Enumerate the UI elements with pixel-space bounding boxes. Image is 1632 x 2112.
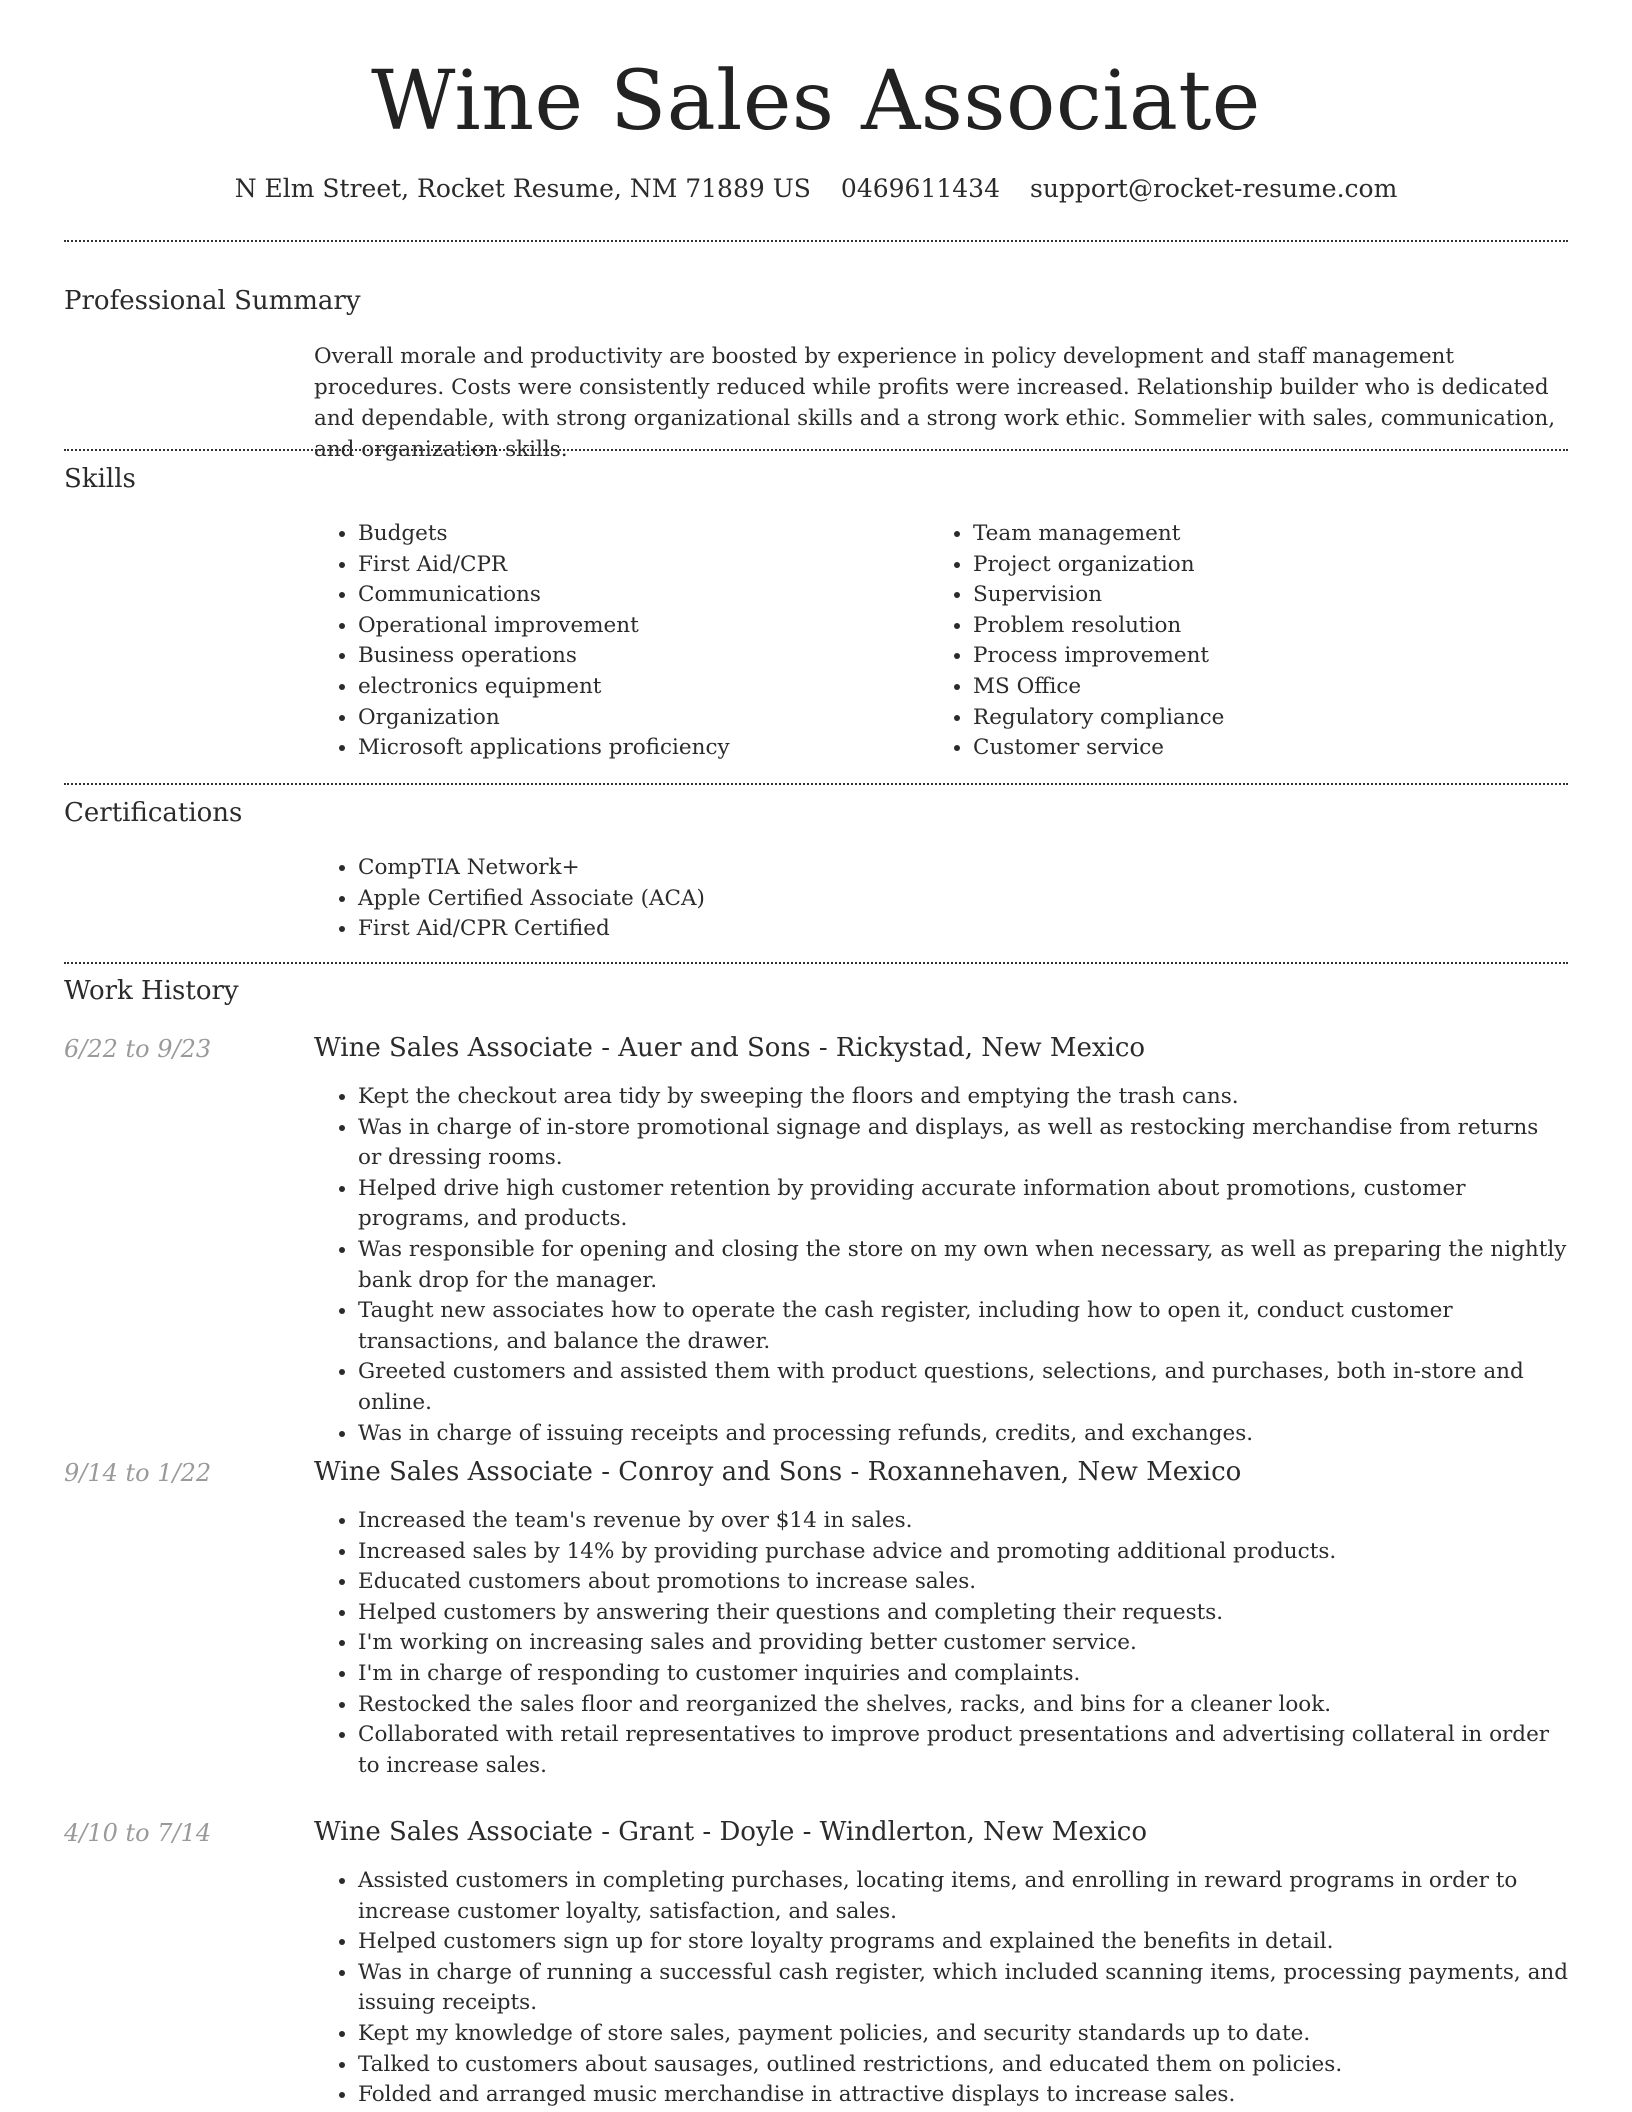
summary-text: Overall morale and productivity are boosted by experience in policy development and staff management procedures. Costs were consistently reduced while profits were increased. Relationship builder who is dedicated and dependable, with strong organizational skills and a strong work ethic. Sommelier with sales, communication, and organization skills. bbox=[314, 344, 1556, 462]
job-dates: 4/10 to 7/14 bbox=[64, 1819, 212, 1847]
address: N Elm Street, Rocket Resume, NM 71889 US bbox=[234, 174, 811, 203]
skill-item: • MS Office bbox=[973, 672, 1529, 703]
skill-item: • Customer service bbox=[973, 733, 1529, 764]
skill-item: • Regulatory compliance bbox=[973, 703, 1529, 734]
job-bullet: • Educated customers about promotions to increase sales. bbox=[358, 1567, 1568, 1598]
job-bullet: • Was responsible for opening and closing the store on my own when necessary, as well as preparing the nightly bank drop for the manager. bbox=[358, 1235, 1568, 1296]
job-bullet: • I'm in charge of responding to customer inquiries and complaints. bbox=[358, 1659, 1568, 1690]
skill-item: • electronics equipment bbox=[358, 672, 914, 703]
skill-item: • Operational improvement bbox=[358, 611, 914, 642]
certification-item: • First Aid/CPR Certified bbox=[358, 914, 914, 945]
skill-item: • Problem resolution bbox=[973, 611, 1529, 642]
phone: 0469611434 bbox=[840, 174, 1000, 203]
job-bullet: • Folded and arranged music merchandise in attractive displays to increase sales. bbox=[358, 2080, 1568, 2111]
skill-item: • Supervision bbox=[973, 580, 1529, 611]
job-bullet: • Assisted customers in completing purchases, locating items, and enrolling in reward programs in order to increase customer loyalty, satisfaction, and sales. bbox=[358, 1866, 1568, 1927]
job-bullet: • Was in charge of issuing receipts and processing refunds, credits, and exchanges. bbox=[358, 1419, 1568, 1450]
job-title: Wine Sales Associate - Grant - Doyle - Windlerton, New Mexico bbox=[314, 1817, 1147, 1847]
skills-list-left bbox=[314, 519, 914, 764]
divider bbox=[64, 240, 1568, 242]
section-title-skills: Skills bbox=[64, 464, 136, 494]
job-bullets bbox=[314, 1506, 1568, 1781]
skill-item: • Organization bbox=[358, 703, 914, 734]
certification-item: • CompTIA Network+ bbox=[358, 853, 914, 884]
section-title-work-history: Work History bbox=[64, 976, 239, 1006]
contact-line bbox=[0, 170, 1632, 208]
resume-name: Wine Sales Associate bbox=[371, 54, 1261, 149]
job-bullet: • Restocked the sales floor and reorganized the shelves, racks, and bins for a cleaner look. bbox=[358, 1690, 1568, 1721]
job-bullet: • Kept my knowledge of store sales, payment policies, and security standards up to date. bbox=[358, 2019, 1568, 2050]
job-bullet: • Taught new associates how to operate the cash register, including how to open it, conduct customer transactions, and balance the drawer. bbox=[358, 1296, 1568, 1357]
job-dates: 6/22 to 9/23 bbox=[64, 1035, 212, 1063]
skills-list-right bbox=[929, 519, 1529, 764]
skill-item: • Budgets bbox=[358, 519, 914, 550]
skill-item: • Team management bbox=[973, 519, 1529, 550]
section-title-certifications: Certifications bbox=[64, 798, 243, 828]
job-bullet: • Increased the team's revenue by over $14 in sales. bbox=[358, 1506, 1568, 1537]
skill-item: • Communications bbox=[358, 580, 914, 611]
job-title: Wine Sales Associate - Auer and Sons - Rickystad, New Mexico bbox=[314, 1033, 1146, 1063]
job-bullet: • I'm working on increasing sales and providing better customer service. bbox=[358, 1628, 1568, 1659]
skill-item: • Microsoft applications proficiency bbox=[358, 733, 914, 764]
job-bullet: • Collaborated with retail representatives to improve product presentations and advertising collateral in order to increase sales. bbox=[358, 1720, 1568, 1781]
skill-item: • Project organization bbox=[973, 550, 1529, 581]
job-bullet: • Helped customers sign up for store loyalty programs and explained the benefits in detail. bbox=[358, 1927, 1568, 1958]
job-bullets bbox=[314, 1866, 1568, 2111]
skill-item: • Business operations bbox=[358, 641, 914, 672]
job-bullet: • Helped drive high customer retention by providing accurate information about promotions, customer programs, and products. bbox=[358, 1174, 1568, 1235]
job-bullet: • Talked to customers about sausages, outlined restrictions, and educated them on policies. bbox=[358, 2050, 1568, 2081]
job-dates: 9/14 to 1/22 bbox=[64, 1459, 212, 1487]
job-bullet: • Increased sales by 14% by providing purchase advice and promoting additional products. bbox=[358, 1537, 1568, 1568]
divider bbox=[64, 962, 1568, 964]
job-bullet: • Kept the checkout area tidy by sweeping the floors and emptying the trash cans. bbox=[358, 1082, 1568, 1113]
certification-item: • Apple Certified Associate (ACA) bbox=[358, 884, 914, 915]
certifications-list bbox=[314, 853, 914, 945]
job-bullet: • Was in charge of running a successful cash register, which included scanning items, processing payments, and issuing receipts. bbox=[358, 1958, 1568, 2019]
job-bullet: • Was in charge of in-store promotional signage and displays, as well as restocking merchandise from returns or dressing rooms. bbox=[358, 1113, 1568, 1174]
section-title-summary: Professional Summary bbox=[64, 286, 361, 316]
skill-item: • First Aid/CPR bbox=[358, 550, 914, 581]
job-bullets bbox=[314, 1082, 1568, 1449]
divider bbox=[64, 449, 1568, 451]
job-title: Wine Sales Associate - Conroy and Sons - Roxannehaven, New Mexico bbox=[314, 1457, 1242, 1487]
job-bullet: • Helped customers by answering their questions and completing their requests. bbox=[358, 1598, 1568, 1629]
email: support@rocket-resume.com bbox=[1029, 174, 1398, 203]
job-bullet: • Greeted customers and assisted them with product questions, selections, and purchases, both in-store and online. bbox=[358, 1357, 1568, 1418]
divider bbox=[64, 783, 1568, 785]
skill-item: • Process improvement bbox=[973, 641, 1529, 672]
